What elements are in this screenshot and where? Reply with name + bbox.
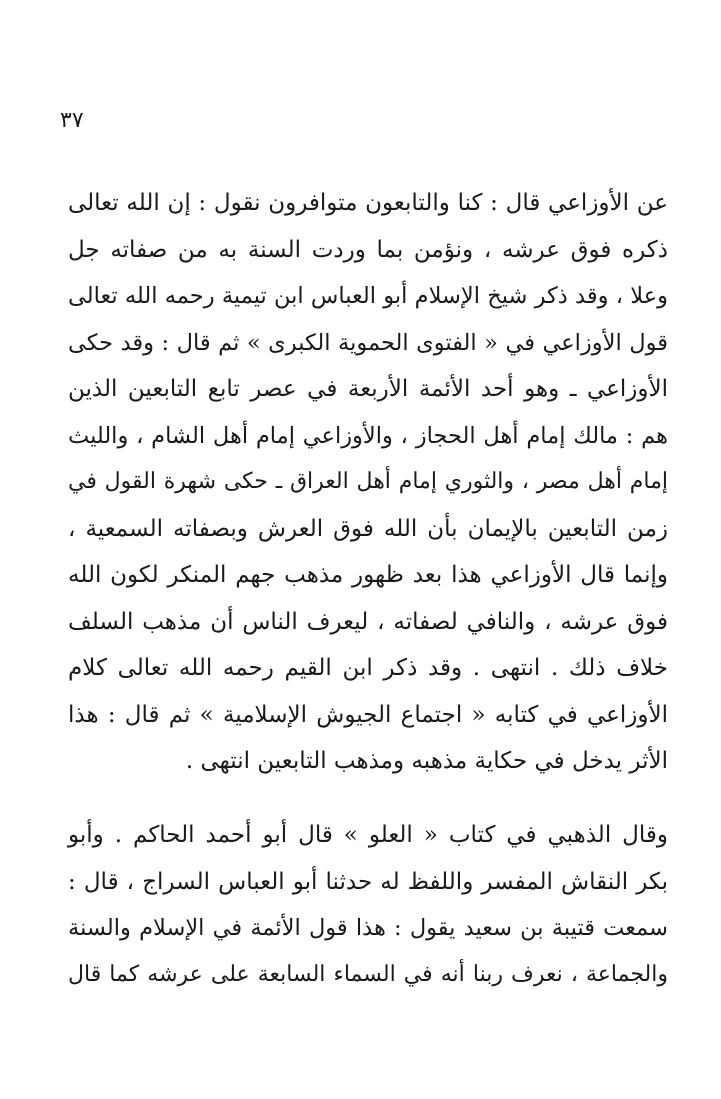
text-line: زمن التابعين بالإيمان بأن الله فوق العرش وبصفاته السمعية ، — [68, 515, 668, 542]
paragraph-awzai-quote — [68, 180, 668, 785]
text-line: هم : مالك إمام أهل الحجاز ، والأوزاعي إمام أهل الشام ، والليث — [68, 422, 668, 449]
text-line: سمعت قتيبة بن سعيد يقول : هذا قول الأئمة في الإسلام والسنة — [68, 915, 668, 941]
text-line: الأوزاعي في كتابه « اجتماع الجيوش الإسلامية » ثم قال : هذا — [68, 701, 668, 728]
text-line: فوق عرشه ، والنافي لصفاته ، ليعرف الناس أن مذهب السلف — [68, 608, 668, 635]
text-line: ذكره فوق عرشه ، ونؤمن بما وردت السنة به من صفاته جل — [68, 236, 668, 263]
page-number: ٣٧ — [60, 108, 84, 133]
text-line: وإنما قال الأوزاعي هذا بعد ظهور مذهب جهم المنكر لكون الله — [68, 562, 668, 588]
text-line: قول الأوزاعي في « الفتوى الحموية الكبرى » ثم قال : وقد حكى — [68, 329, 668, 356]
text-line: والجماعة ، نعرف ربنا أنه في السماء السابعة على عرشه كما قال — [68, 961, 668, 987]
text-line: عن الأوزاعي قال : كنا والتابعون متوافرون نقول : إن الله تعالى — [68, 190, 668, 216]
text-line: وعلا ، وقد ذكر شيخ الإسلام أبو العباس ابن تيمية رحمه الله تعالى — [68, 283, 668, 309]
text-line: إمام أهل مصر ، والثوري إمام أهل العراق ـ حكى شهرة القول في — [68, 469, 668, 494]
text-line: بكر النقاش المفسر واللفظ له حدثنا أبو العباس السراج ، قال : — [68, 868, 668, 895]
paragraph-dhahabi-quote — [68, 812, 668, 998]
text-line: الأوزاعي ـ وهو أحد الأئمة الأربعة في عصر تابع التابعين الذين — [68, 376, 668, 402]
text-line: الأثر يدخل في حكاية مذهبه ومذهب التابعين انتهى . — [185, 748, 668, 774]
text-line: خلاف ذلك . انتهى . وقد ذكر ابن القيم رحمه الله تعالى كلام — [68, 655, 668, 681]
text-line: وقال الذهبي في كتاب « العلو » قال أبو أحمد الحاكم . وأبو — [68, 822, 668, 848]
